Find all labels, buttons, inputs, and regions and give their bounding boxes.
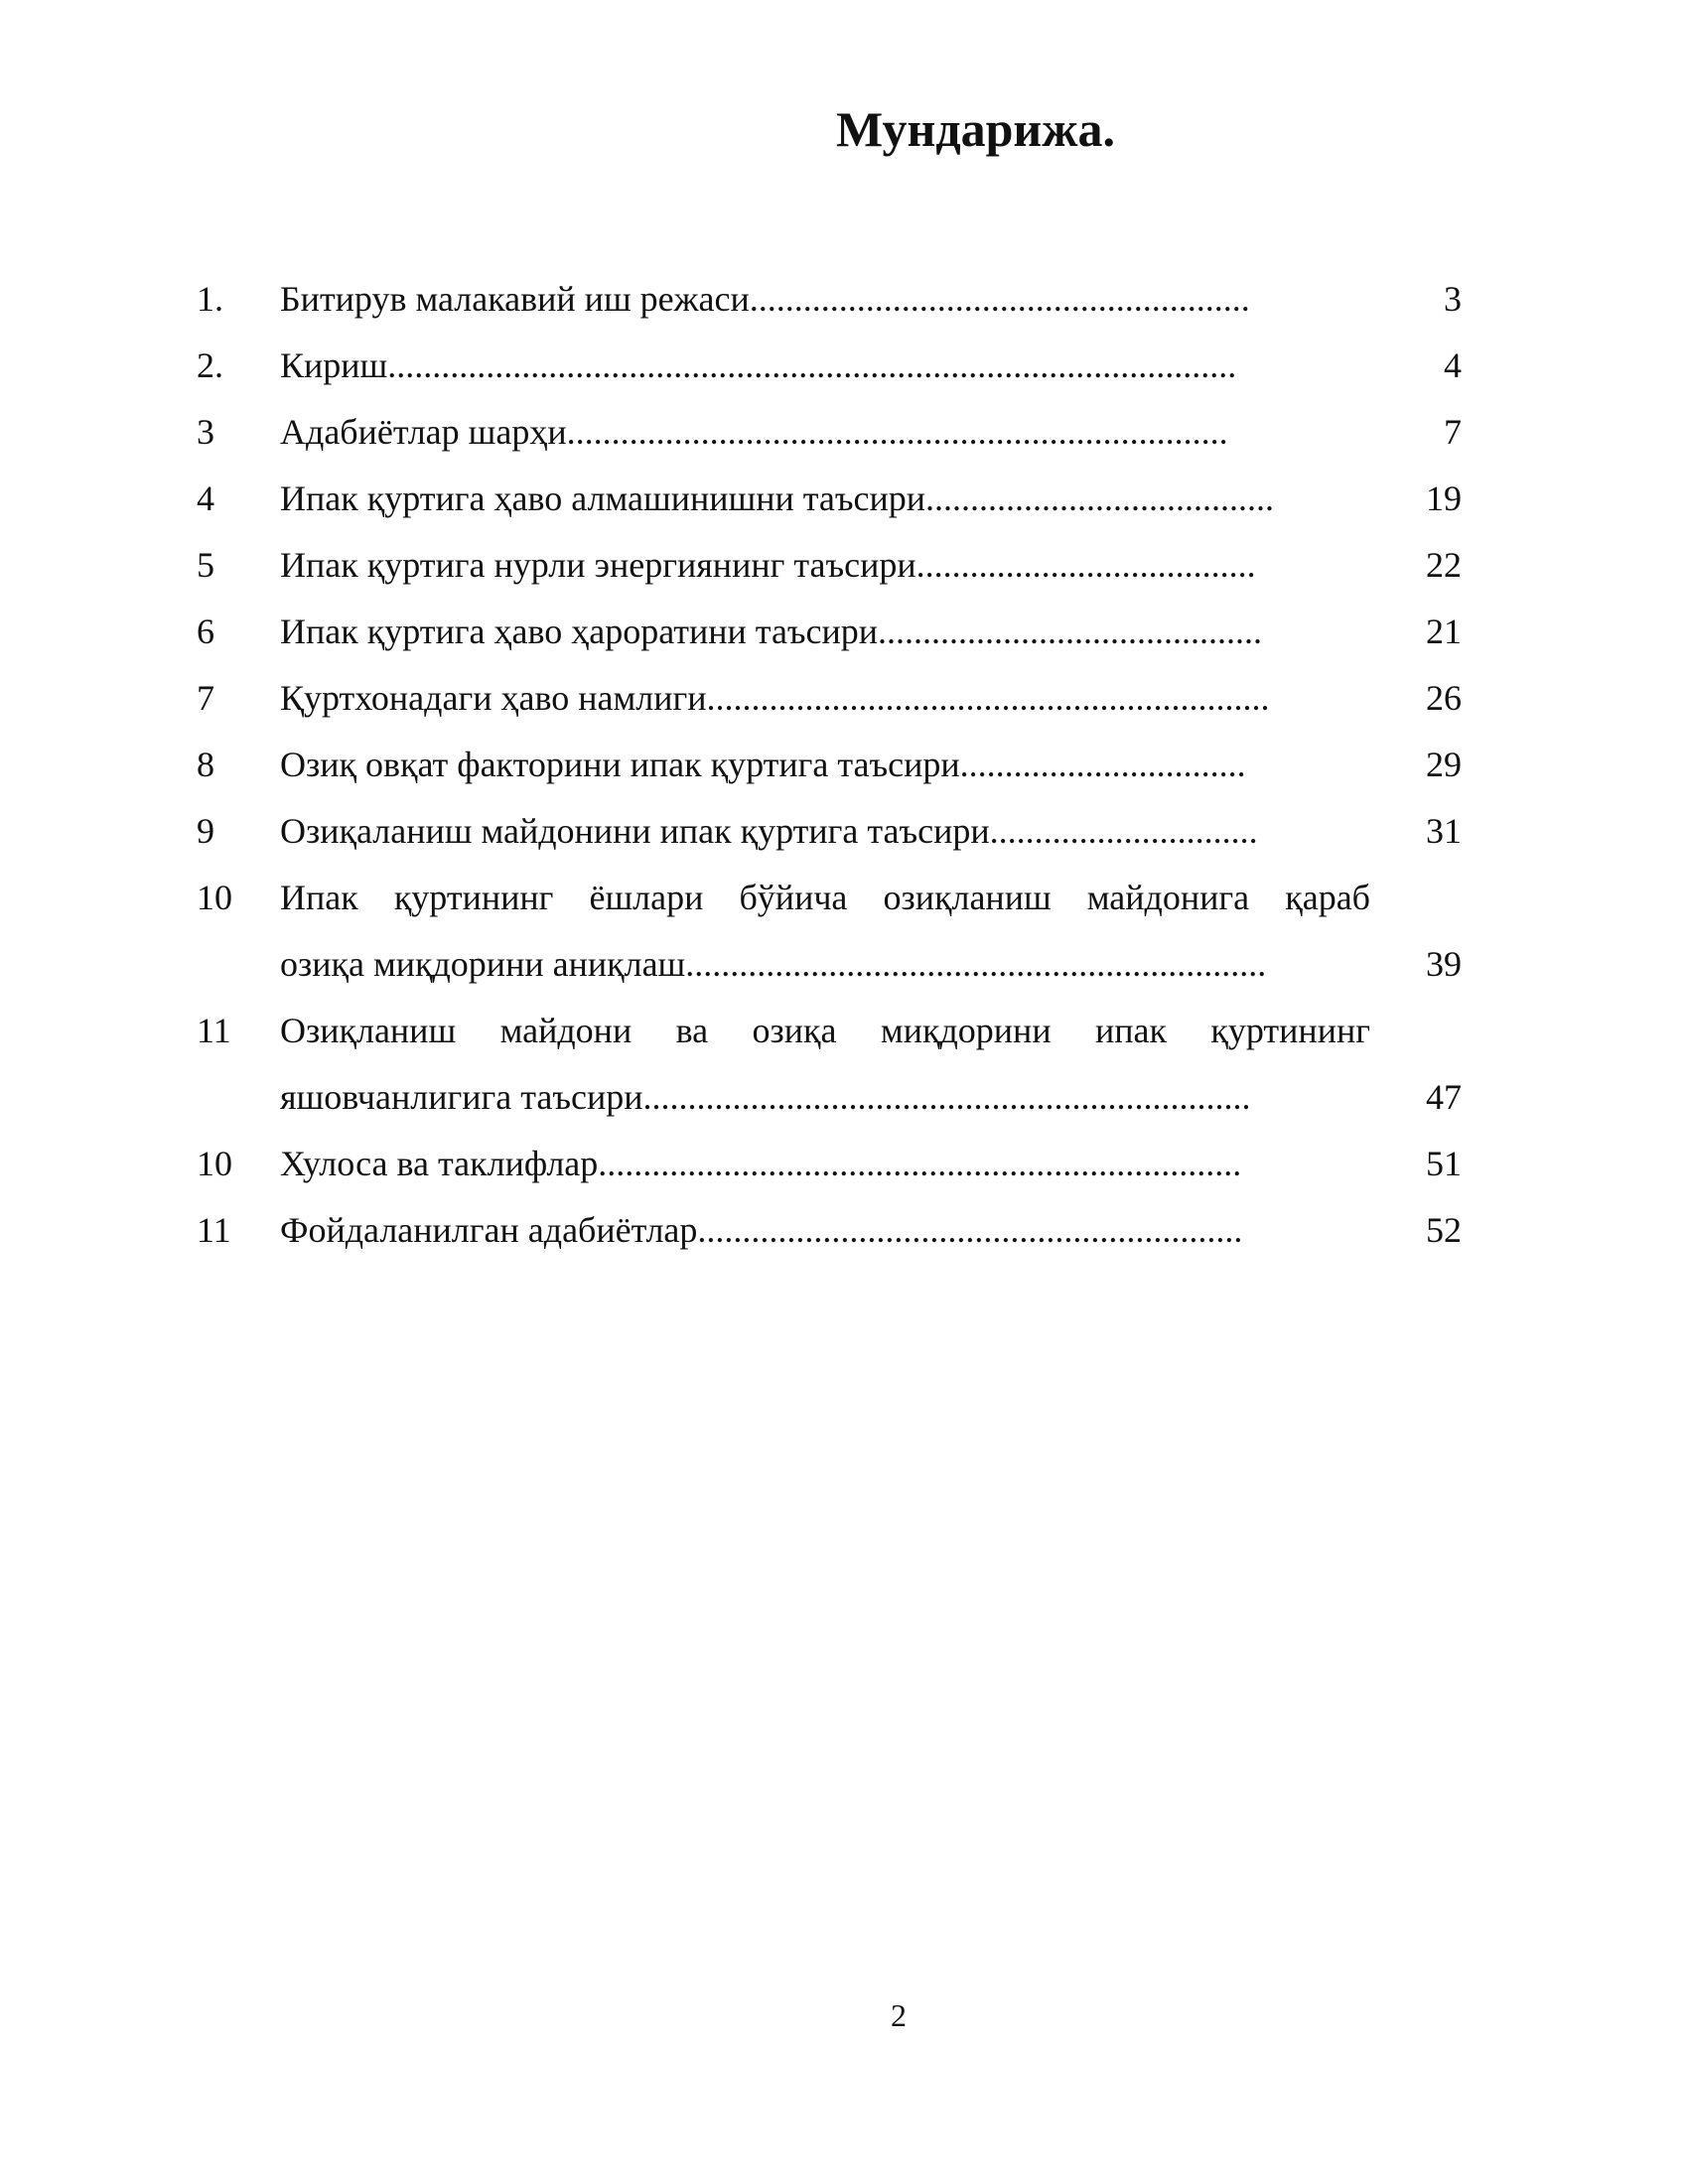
toc-entry-title: Хулоса ва таклифлар........................................................................ <box>280 1144 1242 1183</box>
toc-entry-page: 21 <box>1426 612 1462 651</box>
toc-entry-page: 31 <box>1426 811 1462 851</box>
toc-entry <box>0 333 1688 399</box>
toc-entry-number: 6 <box>197 612 214 651</box>
toc-entry <box>0 998 1688 1131</box>
toc-entry-number: 8 <box>197 745 214 784</box>
page-title: Мундарижа. <box>835 101 1115 157</box>
toc-entry-title-line: Озиқланиш майдони ва озиқа миқдорини ипак қуртининг <box>280 1011 1370 1050</box>
toc-entry-title-line: озиқа миқдорини аниқлаш................................................................. <box>280 944 1267 984</box>
toc-entry-title: Озиқаланиш майдонини ипак қуртига таъсири.............................. <box>280 811 1258 851</box>
table-of-contents <box>0 266 1688 1264</box>
toc-entry-title: Ипак қуртига нурли энергиянинг таъсири...................................... <box>280 545 1256 585</box>
toc-entry-title: Фойдаланилган адабиётлар............................................................. <box>280 1210 1243 1250</box>
toc-entry <box>0 1197 1688 1264</box>
page-number: 2 <box>891 1997 907 2033</box>
toc-entry-page: 3 <box>1444 279 1462 319</box>
toc-entry-page: 29 <box>1426 745 1462 784</box>
toc-entry <box>0 732 1688 798</box>
toc-entry-number: 5 <box>197 545 214 585</box>
toc-entry <box>0 798 1688 865</box>
toc-entry-number: 7 <box>197 678 214 718</box>
toc-entry-title-line: яшовчанлигига таъсири.................................................................... <box>280 1077 1251 1117</box>
toc-entry-title: Адабиётлар шарҳи.......................................................................... <box>280 412 1228 452</box>
toc-entry-title: Ипак қуртига ҳаво ҳароратини таъсири........................................... <box>280 612 1263 651</box>
toc-entry-number: 11 <box>197 1210 231 1250</box>
toc-entry-number: 9 <box>197 811 214 851</box>
toc-entry <box>0 865 1688 998</box>
toc-entry-number: 1. <box>197 279 223 319</box>
toc-entry-number: 3 <box>197 412 214 452</box>
toc-entry-number: 10 <box>197 878 232 917</box>
toc-entry-page: 22 <box>1426 545 1462 585</box>
toc-entry-page: 47 <box>1426 1077 1462 1117</box>
toc-entry-number: 4 <box>197 478 214 518</box>
toc-entry-title <box>280 865 1370 998</box>
toc-entry-title <box>280 998 1370 1131</box>
toc-entry-page: 26 <box>1426 678 1462 718</box>
toc-entry <box>0 266 1688 333</box>
toc-entry-number: 2. <box>197 345 223 385</box>
toc-entry-title: Кириш............................................................................................... <box>280 345 1237 385</box>
toc-entry-page: 19 <box>1426 478 1462 518</box>
toc-entry-title: Ипак қуртига ҳаво алмашинишни таъсири....................................... <box>280 478 1275 518</box>
toc-entry-number: 10 <box>197 1144 232 1183</box>
toc-entry-page: 39 <box>1426 944 1462 984</box>
toc-entry <box>0 1131 1688 1197</box>
toc-entry <box>0 665 1688 732</box>
toc-entry <box>0 466 1688 532</box>
toc-entry-title: Битирув малакавий иш режаси........................................................ <box>280 279 1250 319</box>
toc-entry <box>0 532 1688 599</box>
toc-entry-page: 7 <box>1444 412 1462 452</box>
toc-entry-number: 11 <box>197 1011 231 1050</box>
toc-entry-page: 52 <box>1426 1210 1462 1250</box>
toc-entry <box>0 599 1688 665</box>
toc-entry-title-line: Ипак қуртининг ёшлари бўйича озиқланиш майдонига қараб <box>280 878 1370 917</box>
toc-entry <box>0 399 1688 466</box>
toc-entry-title: Қуртхонадаги ҳаво намлиги............................................................... <box>280 678 1270 718</box>
toc-entry-page: 51 <box>1426 1144 1462 1183</box>
toc-entry-page: 4 <box>1444 345 1462 385</box>
toc-entry-title: Озиқ овқат факторини ипак қуртига таъсири................................ <box>280 745 1246 784</box>
